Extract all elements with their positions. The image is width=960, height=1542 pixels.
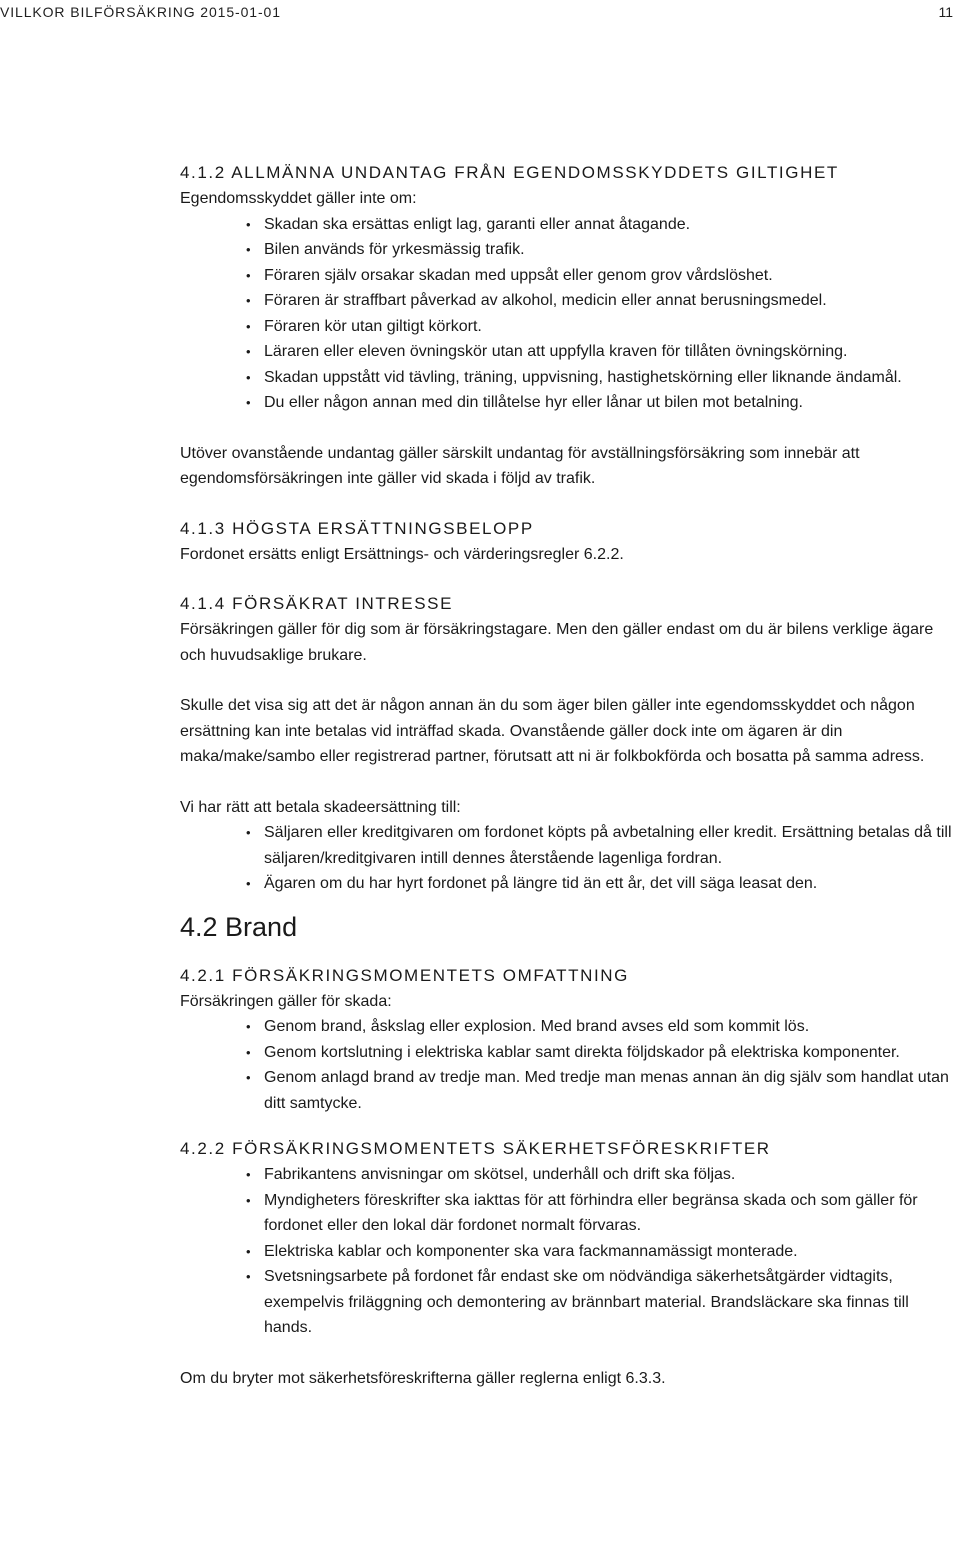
list-item: • Föraren kör utan giltigt körkort. bbox=[246, 314, 956, 340]
section-4-2 bbox=[180, 911, 956, 943]
list-item: • Du eller någon annan med din tillåtelse hyr eller lånar ut bilen mot betalning. bbox=[246, 390, 956, 416]
page-number: 11 bbox=[938, 4, 953, 20]
list-item: • Föraren är straffbart påverkad av alkohol, medicin eller annat berusningsmedel. bbox=[246, 288, 956, 314]
section-heading: 4.1.4 FÖRSÄKRAT INTRESSE bbox=[180, 594, 454, 613]
section-4-1-3 bbox=[180, 516, 956, 568]
list-item: • Elektriska kablar och komponenter ska vara fackmannamässigt monterade. bbox=[246, 1239, 956, 1265]
list-item: • Skadan ska ersättas enligt lag, garanti eller annat åtagande. bbox=[246, 212, 956, 238]
list-item: • Bilen används för yrkesmässig trafik. bbox=[246, 237, 956, 263]
section-heading: 4.2.2 FÖRSÄKRINGSMOMENTETS SÄKERHETSFÖRESKRIFTER bbox=[180, 1139, 771, 1158]
coverage-list bbox=[180, 1014, 956, 1116]
section-intro: Vi har rätt att betala skadeersättning till: bbox=[180, 798, 461, 816]
list-item: • Skadan uppstått vid tävling, träning, uppvisning, hastighetskörning eller liknande ändamål. bbox=[246, 365, 956, 391]
payee-list bbox=[180, 820, 956, 897]
list-item: • Föraren själv orsakar skadan med uppsåt eller genom grov vårdslöshet. bbox=[246, 263, 956, 289]
safety-rules-list bbox=[180, 1162, 956, 1341]
main-content bbox=[180, 160, 956, 1391]
section-intro: Försäkringen gäller för skada: bbox=[180, 992, 392, 1010]
paragraph: Om du bryter mot säkerhetsföreskrifterna gäller reglerna enligt 6.3.3. bbox=[180, 1369, 666, 1387]
section-heading: 4.1.2 ALLMÄNNA UNDANTAG FRÅN EGENDOMSSKYDDETS GILTIGHET bbox=[180, 163, 839, 182]
list-item: • Fabrikantens anvisningar om skötsel, underhåll och drift ska följas. bbox=[246, 1162, 956, 1188]
paragraph: Försäkringen gäller för dig som är försäkringstagare. Men den gäller endast om du är bilens verklige ägare och huvudsaklige brukare. bbox=[180, 621, 934, 664]
list-item: • Myndigheters föreskrifter ska iakttas för att förhindra eller begränsa skada och som gäller för fordonet eller den lokal där fordonet normalt förvaras. bbox=[246, 1188, 956, 1239]
section-4-2-1 bbox=[180, 963, 956, 1117]
section-4-2-2 bbox=[180, 1136, 956, 1391]
list-item: • Säljaren eller kreditgivaren om fordonet köpts på avbetalning eller kredit. Ersättning betalas då till säljaren/kreditgivaren intill dennes återstående lagenliga fordran. bbox=[246, 820, 956, 871]
section-heading: 4.1.3 HÖGSTA ERSÄTTNINGSBELOPP bbox=[180, 518, 534, 538]
exclusion-list bbox=[180, 212, 956, 416]
list-item: • Genom kortslutning i elektriska kablar samt direkta följdskador på elektriska komponenter. bbox=[246, 1040, 956, 1066]
list-item: • Ägaren om du har hyrt fordonet på längre tid än ett år, det vill säga leasat den. bbox=[246, 871, 956, 897]
chapter-heading: 4.2 Brand bbox=[180, 911, 298, 942]
list-item: • Svetsningsarbete på fordonet får endast ske om nödvändiga säkerhetsåtgärder vidtagits, exempelvis friläggning och demontering av brännbart material. Brandsläckare ska finnas till hands. bbox=[246, 1264, 956, 1341]
list-item: • Läraren eller eleven övningskör utan att uppfylla kraven för tillåten övningskörning. bbox=[246, 339, 956, 365]
section-4-1-4 bbox=[180, 591, 956, 897]
list-item: • Genom anlagd brand av tredje man. Med tredje man menas annan än dig själv som handlat utan ditt samtycke. bbox=[246, 1065, 956, 1116]
list-item: • Genom brand, åskslag eller explosion. Med brand avses eld som kommit lös. bbox=[246, 1014, 956, 1040]
paragraph: Skulle det visa sig att det är någon annan än du som äger bilen gäller inte egendomsskyddet och någon ersättning kan inte betalas vid inträffad skada. Ovanstående gäller dock inte om ägaren är din maka/make/sambo eller registrerad partner, förutsatt att ni är folkbokförda och bosatta på samma adress. bbox=[180, 697, 925, 765]
document-title: VILLKOR BILFÖRSÄKRING 2015-01-01 bbox=[0, 4, 281, 20]
paragraph: Utöver ovanstående undantag gäller särskilt undantag för avställningsförsäkring som innebär att egendomsförsäkringen inte gäller vid skada i följd av trafik. bbox=[180, 444, 860, 487]
section-intro: Egendomsskyddet gäller inte om: bbox=[180, 190, 417, 207]
paragraph: Fordonet ersätts enligt Ersättnings- och värderingsregler 6.2.2. bbox=[180, 545, 624, 563]
page-header bbox=[0, 4, 960, 28]
section-heading: 4.2.1 FÖRSÄKRINGSMOMENTETS OMFATTNING bbox=[180, 965, 629, 985]
section-4-1-2 bbox=[180, 160, 956, 492]
